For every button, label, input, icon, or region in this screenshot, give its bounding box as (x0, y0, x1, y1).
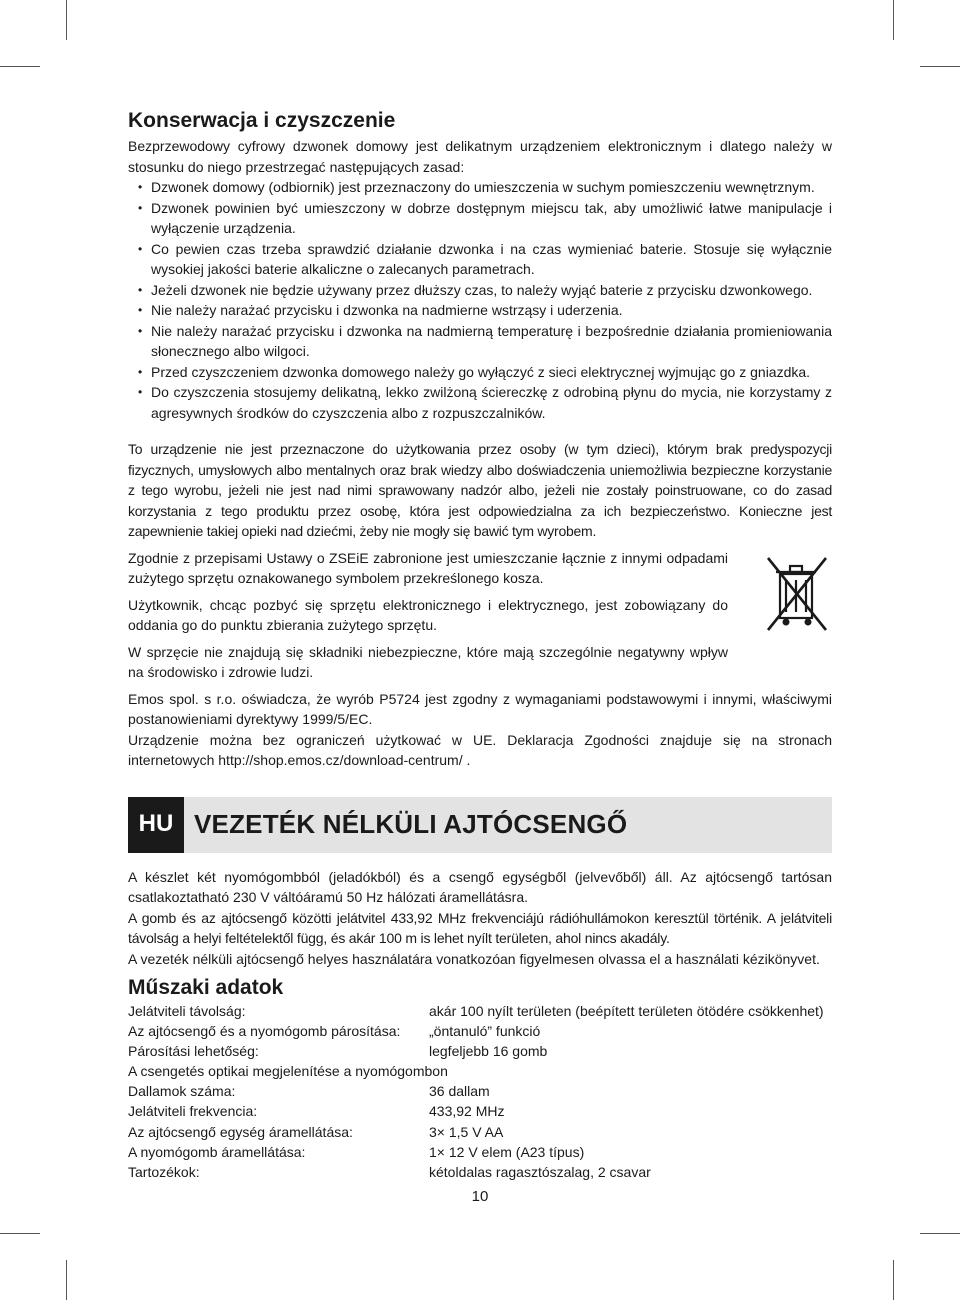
crop-mark (893, 0, 894, 40)
spec-table (128, 1001, 832, 1182)
list-item: • Dzwonek domowy (odbiornik) jest przeznaczony do umieszczenia w suchym pomieszczeniu wewnętrznym. (128, 177, 832, 198)
weee-paragraph: W sprzęcie nie znajdują się składniki niebezpieczne, które mają szczególnie negatywny wpływ na środowisko i zdrowie ludzi. (128, 643, 728, 680)
spec-label: Párosítási lehetőség: (128, 1043, 259, 1060)
hu-paragraph: A vezeték nélküli ajtócsengő helyes használatára vonatkozóan figyelmesen olvassa el a használati kézikönyvet. (128, 950, 820, 967)
crop-mark (920, 66, 960, 67)
spec-row (128, 1081, 832, 1101)
list-item: • Przed czyszczeniem dzwonka domowego należy go wyłączyć z sieci elektrycznej wyjmując go z gniazdka. (128, 362, 832, 383)
spec-value: 3× 1,5 V AA (429, 1123, 504, 1140)
list-item: • Nie należy narażać przycisku i dzwonka na nadmierną temperaturę i bezpośrednie działania promieniowania słonecznego albo wilgoci. (128, 321, 832, 362)
spec-heading: Műszaki adatok (128, 976, 284, 999)
spec-label: A csengetés optikai megjelenítése a nyomógombon (128, 1063, 448, 1080)
spec-label: Dallamok száma: (128, 1083, 236, 1100)
spec-value: akár 100 nyílt területen (beépített területen ötödére csökkenhet) (429, 1003, 824, 1019)
hu-paragraph: A készlet két nyomógombból (jeladókból) és a csengő egységből (jelvevőből) áll. Az ajtócsengő tartósan csatlakoztatható 230 V váltóáramú 50 Hz hálózati áramellátásra. (128, 868, 832, 905)
weee-section (128, 548, 832, 683)
spec-label: Tartozékok: (128, 1163, 200, 1180)
spec-label: Jelátviteli frekvencia: (128, 1103, 258, 1120)
crossed-out-bin-icon (764, 552, 830, 636)
list-item: • Nie należy narażać przycisku i dzwonka na nadmierne wstrząsy i uderzenia. (128, 300, 832, 321)
maintenance-list (128, 177, 832, 423)
spec-row (128, 1101, 832, 1121)
spec-row (128, 1061, 832, 1081)
maintenance-heading: Konserwacja i czyszczenie (128, 109, 396, 132)
spec-row (128, 1001, 832, 1021)
spec-value: 36 dallam (429, 1083, 490, 1100)
language-code-badge: HU (128, 797, 184, 853)
weee-paragraph: Zgodnie z przepisami Ustawy o ZSEiE zabronione jest umieszczanie łącznie z innymi odpadami zużytego sprzętu oznakowanego symbolem przekreślonego kosza. (128, 549, 728, 586)
weee-paragraph: Użytkownik, chcąc pozbyć się sprzętu elektronicznego i elektrycznego, jest zobowiązany do oddania go do punktu zbierania zużytego sprzętu. (128, 596, 728, 633)
spec-value: 433,92 MHz (429, 1103, 505, 1120)
spec-value: kétoldalas ragasztószalag, 2 csavar (429, 1163, 651, 1180)
spec-row (128, 1162, 832, 1182)
spec-value: legfeljebb 16 gomb (429, 1043, 548, 1060)
spec-value: „öntanuló” funkció (429, 1023, 541, 1040)
crop-mark (0, 66, 40, 67)
spec-row (128, 1021, 832, 1041)
page-number: 10 (471, 1188, 489, 1205)
maintenance-intro: Bezprzewodowy cyfrowy dzwonek domowy jest delikatnym urządzeniem elektronicznym i dlatego należy w stosunku do niego przestrzegać następujących zasad: (128, 138, 832, 175)
safety-paragraph: To urządzenie nie jest przeznaczone do użytkowania przez osoby (w tym dzieci), którym brak predyspozycji fizycznych, umysłowych albo mentalnych oraz brak wiedzy albo doświadczenia uniemożliwia bezpieczne korzystanie z tego wyrobu, jeżeli nie jest nad nimi sprawowany nadzór albo, jeżeli nie zostały poinstruowane, co do zasad korzystania z tego produktu przez osobę, która jest odpowiedzialna za ich bezpieczeństwo. Konieczne jest zapewnienie takiej opieki nad dziećmi, żeby nie mogły się bawić tym wyrobem. (128, 441, 832, 539)
list-item: • Jeżeli dzwonek nie będzie używany przez dłuższy czas, to należy wyjąć baterie z przycisku dzwonkowego. (128, 280, 832, 301)
hu-section-title: VEZETÉK NÉLKÜLI AJTÓCSENGŐ (194, 809, 628, 840)
crop-mark (66, 0, 67, 40)
hu-section-banner (128, 797, 832, 853)
page-content (128, 108, 832, 1182)
spec-row (128, 1041, 832, 1061)
list-item: • Dzwonek powinien być umieszczony w dobrze dostępnym miejscu tak, aby umożliwić łatwe manipulacje i wyłączenie urządzenia. (128, 198, 832, 239)
spec-label: A nyomógomb áramellátása: (128, 1143, 306, 1160)
crop-mark (0, 1233, 40, 1234)
declaration-paragraph: Emos spol. s r.o. oświadcza, że wyrób P5724 jest zgodny z wymaganiami podstawowymi i innymi, właściwymi postanowieniami dyrektywy 1999/5/EC. (128, 690, 832, 727)
spec-row (128, 1122, 832, 1142)
list-item: • Co pewien czas trzeba sprawdzić działanie dzwonka i na czas wymieniać baterie. Stosuje się wyłącznie wysokiej jakości baterie alkaliczne o zalecanych parametrach. (128, 239, 832, 280)
crop-mark (920, 1233, 960, 1234)
spec-row (128, 1142, 832, 1162)
crop-mark (893, 1260, 894, 1300)
spec-label: Az ajtócsengő és a nyomógomb párosítása: (128, 1023, 401, 1040)
crop-mark (66, 1260, 67, 1300)
spec-label: Az ajtócsengő egység áramellátása: (128, 1123, 353, 1140)
spec-label: Jelátviteli távolság: (128, 1003, 246, 1019)
spec-value: 1× 12 V elem (A23 típus) (429, 1143, 585, 1160)
list-item: • Do czyszczenia stosujemy delikatną, lekko zwilżoną ściereczkę z odrobiną płynu do mycia, nie korzystamy z agresywnych środków do czyszczenia albo z rozpuszczalników. (128, 382, 832, 423)
hu-paragraph: A gomb és az ajtócsengő közötti jelátvitel 433,92 MHz frekvenciájú rádióhullámokon keresztül történik. A jelátviteli távolság a helyi feltételektől függ, és akár 100 m is lehet nyílt területen, ahol nincs akadály. (128, 909, 832, 946)
declaration-paragraph: Urządzenie można bez ograniczeń użytkować w UE. Deklaracja Zgodności znajduje się na stronach internetowych http://shop.emos.cz/download-centrum/ . (128, 731, 832, 768)
